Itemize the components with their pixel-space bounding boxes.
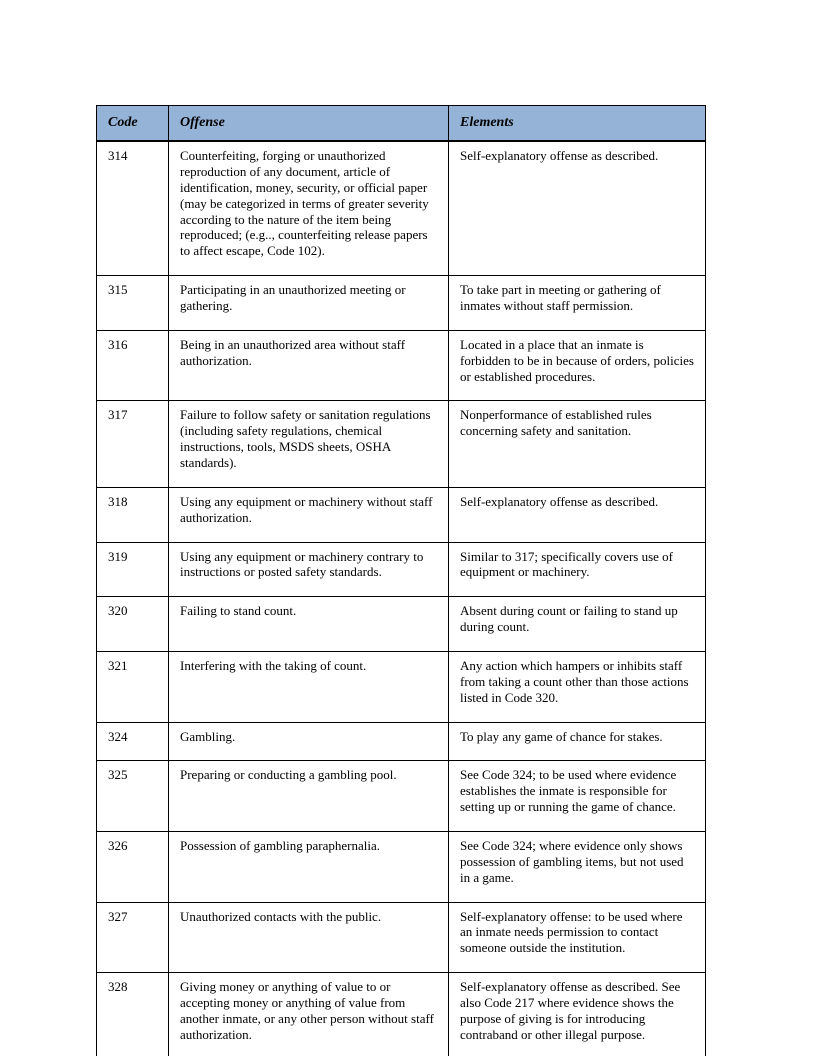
- offense-cell: Using any equipment or machinery without staff authorization.: [169, 487, 449, 542]
- table-row: [97, 973, 706, 1056]
- offense-cell: Participating in an unauthorized meeting or gathering.: [169, 276, 449, 331]
- table-row: [97, 542, 706, 597]
- offense-cell: Possession of gambling paraphernalia.: [169, 832, 449, 903]
- code-cell: 316: [97, 330, 169, 401]
- table-row: [97, 722, 706, 761]
- header-cell-code: Code: [97, 106, 169, 142]
- code-cell: 319: [97, 542, 169, 597]
- elements-cell: To play any game of chance for stakes.: [449, 722, 706, 761]
- elements-cell: Nonperformance of established rules concerning safety and sanitation.: [449, 401, 706, 487]
- code-cell: 327: [97, 902, 169, 973]
- offense-cell: Counterfeiting, forging or unauthorized reproduction of any document, article of identification, money, security, or official paper (may be categorized in terms of greater severity according to the nature of the item being reproduced; (e.g.., counterfeiting release papers to affect escape, Code 102).: [169, 141, 449, 276]
- offense-cell: Failure to follow safety or sanitation regulations (including safety regulations, chemical instructions, tools, MSDS sheets, OSHA standards).: [169, 401, 449, 487]
- offense-cell: Failing to stand count.: [169, 597, 449, 652]
- offense-cell: Being in an unauthorized area without staff authorization.: [169, 330, 449, 401]
- elements-cell: See Code 324; to be used where evidence establishes the inmate is responsible for setting up or running the game of chance.: [449, 761, 706, 832]
- table-row: [97, 276, 706, 331]
- code-cell: 324: [97, 722, 169, 761]
- elements-cell: Any action which hampers or inhibits staff from taking a count other than those actions listed in Code 320.: [449, 651, 706, 722]
- elements-cell: To take part in meeting or gathering of inmates without staff permission.: [449, 276, 706, 331]
- table-row: [97, 832, 706, 903]
- elements-cell: Absent during count or failing to stand up during count.: [449, 597, 706, 652]
- elements-cell: Similar to 317; specifically covers use of equipment or machinery.: [449, 542, 706, 597]
- code-cell: 326: [97, 832, 169, 903]
- table-row: [97, 141, 706, 276]
- code-cell: 321: [97, 651, 169, 722]
- table-row: [97, 330, 706, 401]
- table-row: [97, 487, 706, 542]
- code-cell: 314: [97, 141, 169, 276]
- offense-cell: Interfering with the taking of count.: [169, 651, 449, 722]
- offense-cell: Gambling.: [169, 722, 449, 761]
- table-row: [97, 597, 706, 652]
- offense-cell: Preparing or conducting a gambling pool.: [169, 761, 449, 832]
- table-row: [97, 401, 706, 487]
- elements-cell: Self-explanatory offense: to be used where an inmate needs permission to contact someone outside the institution.: [449, 902, 706, 973]
- offense-cell: Using any equipment or machinery contrary to instructions or posted safety standards.: [169, 542, 449, 597]
- offense-code-table: [96, 105, 706, 1056]
- elements-cell: See Code 324; where evidence only shows possession of gambling items, but not used in a game.: [449, 832, 706, 903]
- table-header-row: [97, 106, 706, 142]
- code-cell: 320: [97, 597, 169, 652]
- code-cell: 328: [97, 973, 169, 1056]
- code-cell: 315: [97, 276, 169, 331]
- elements-cell: Self-explanatory offense as described.: [449, 141, 706, 276]
- offense-cell: Giving money or anything of value to or accepting money or anything of value from another inmate, or any other person without staff authorization.: [169, 973, 449, 1056]
- elements-cell: Located in a place that an inmate is forbidden to be in because of orders, policies or established procedures.: [449, 330, 706, 401]
- header-cell-elements: Elements: [449, 106, 706, 142]
- elements-cell: Self-explanatory offense as described.: [449, 487, 706, 542]
- table-row: [97, 902, 706, 973]
- table-row: [97, 651, 706, 722]
- offense-cell: Unauthorized contacts with the public.: [169, 902, 449, 973]
- code-cell: 325: [97, 761, 169, 832]
- elements-cell: Self-explanatory offense as described. See also Code 217 where evidence shows the purpose of giving is for introducing contraband or other illegal purpose.: [449, 973, 706, 1056]
- code-cell: 318: [97, 487, 169, 542]
- header-cell-offense: Offense: [169, 106, 449, 142]
- table-row: [97, 761, 706, 832]
- code-cell: 317: [97, 401, 169, 487]
